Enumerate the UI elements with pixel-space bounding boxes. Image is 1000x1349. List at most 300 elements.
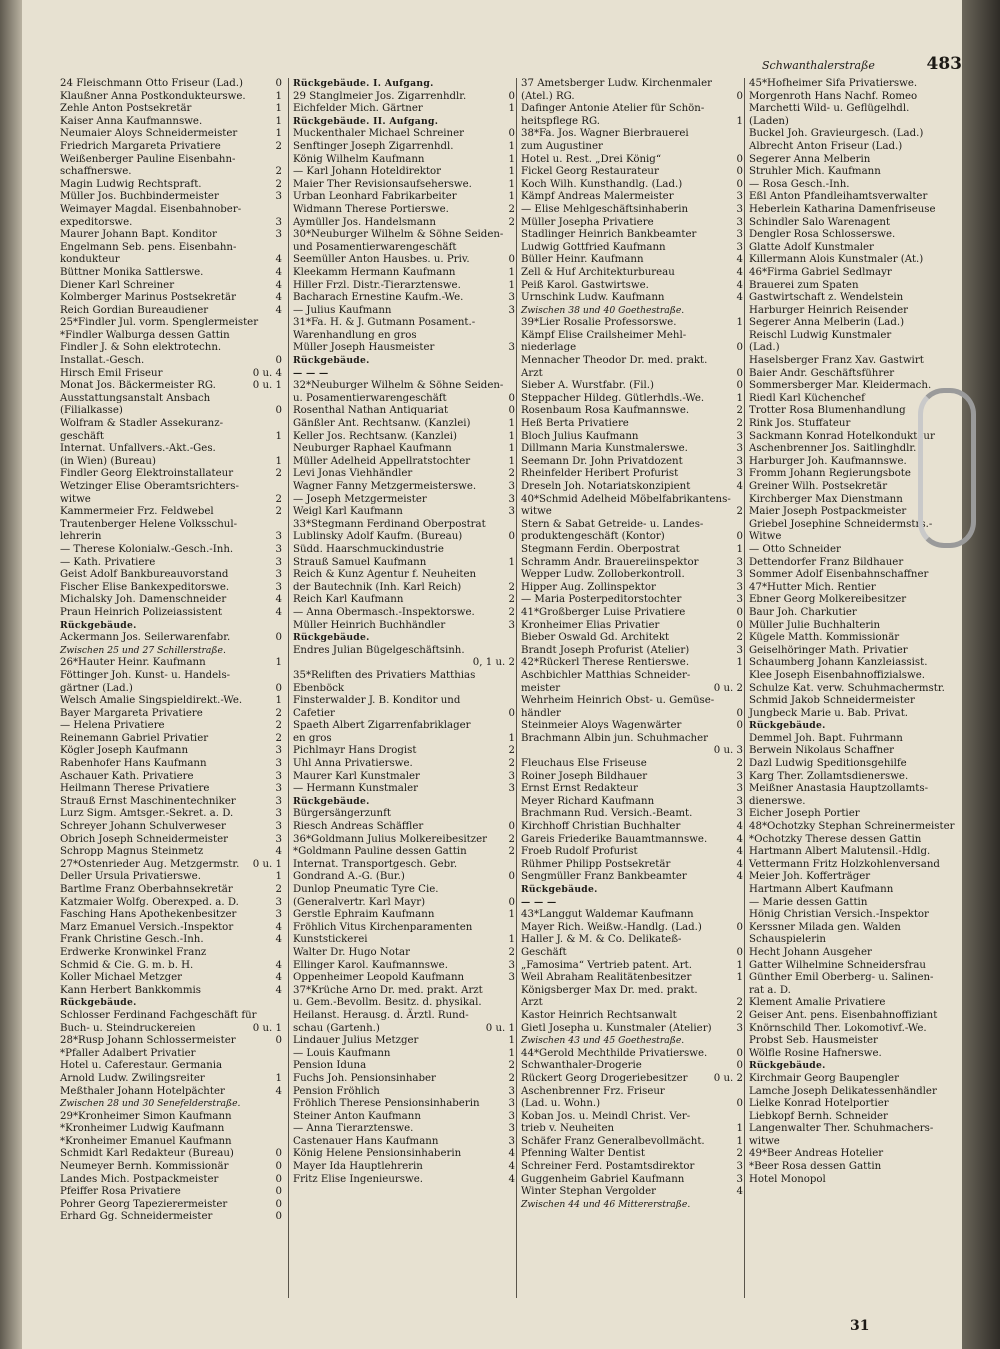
floor-number: 2 — [508, 758, 515, 770]
section-heading — [293, 78, 515, 91]
directory-entry — [749, 204, 971, 217]
floor-number: 3 — [508, 959, 515, 971]
floor-number: 0 u. 2 — [713, 682, 743, 694]
entry-text: heitspflege RG. — [521, 115, 600, 127]
floor-number: 1 — [508, 1035, 515, 1047]
entry-text: Gänßler Ant. Rechtsanw. (Kanzlei) — [293, 418, 471, 430]
entry-text: Heilanst. Herausg. d. Ärztl. Rund- — [293, 1009, 469, 1021]
entry-text: Kämpf Andreas Malermeister — [521, 191, 674, 203]
directory-entry — [60, 796, 282, 809]
entry-text: 28*Rusp Johann Schlossermeister — [60, 1035, 236, 1047]
entry-text: Aschauer Kath. Privatiere — [60, 770, 194, 782]
entry-text: witwe — [521, 506, 552, 518]
entry-text: kondukteur — [60, 254, 120, 266]
entry-text: Ebner Georg Molkereibesitzer — [749, 594, 907, 606]
floor-number: 3 — [736, 808, 743, 820]
entry-text: — — — — [293, 367, 329, 379]
floor-number: 0 — [508, 128, 515, 140]
floor-number: 4 — [275, 594, 282, 606]
directory-entry — [749, 166, 971, 179]
floor-number: 0 — [275, 1161, 282, 1173]
entry-text: 24 Fleischmann Otto Friseur (Lad.) — [60, 78, 243, 89]
directory-entry — [293, 771, 515, 784]
directory-entry — [521, 657, 743, 670]
directory-entry — [749, 582, 971, 595]
floor-number: 1 — [508, 443, 515, 455]
entry-text: Fromm Johann Regierungsbote — [749, 468, 911, 480]
entry-text: Müller Josepha Privatiere — [521, 216, 654, 228]
directory-entry — [521, 683, 743, 696]
entry-text: Bacharach Ernestine Kaufm.-We. — [293, 292, 464, 304]
directory-entry — [521, 418, 743, 431]
entry-text: Rückert Georg Drogeriebesitzer — [521, 1072, 688, 1084]
entry-text: 29*Kronheimer Simon Kaufmann — [60, 1110, 232, 1122]
directory-entry — [749, 1035, 971, 1048]
entry-text: expeditorswe. — [60, 216, 133, 228]
floor-number: 4 — [275, 1085, 282, 1097]
entry-text: Meßthaler Johann Hotelpächter — [60, 1085, 225, 1097]
floor-number: 1 — [508, 556, 515, 568]
entry-text: Stern & Sabat Getreide- u. Landes- — [521, 518, 704, 530]
floor-number: 4 — [275, 934, 282, 946]
directory-entry — [293, 683, 515, 696]
entry-text: Internat. Unfallvers.-Akt.-Ges. — [60, 443, 216, 455]
directory-entry — [293, 909, 515, 922]
entry-text: meister — [521, 682, 561, 694]
entry-text: Arzt — [521, 367, 543, 379]
entry-text: 49*Beer Andreas Hotelier — [749, 1148, 884, 1160]
floor-number: 3 — [736, 229, 743, 241]
directory-entry — [521, 166, 743, 179]
directory-entry — [293, 808, 515, 821]
entry-text: u. Gem.-Bevollm. Besitz. d. physikal. — [293, 997, 482, 1009]
directory-entry — [521, 468, 743, 481]
entry-text: 25*Findler Jul. vorm. Spenglermeister — [60, 317, 259, 329]
directory-entry — [60, 179, 282, 192]
floor-number: 2 — [275, 720, 282, 732]
entry-text: Wölfle Rosine Hafnerswe. — [749, 1047, 882, 1059]
entry-text: Müller Joseph Hausmeister — [293, 342, 435, 354]
directory-entry — [521, 947, 743, 960]
entry-text: Rückgebäude. — [293, 632, 370, 644]
entry-text: Ellinger Karol. Kaufmannswe. — [293, 959, 448, 971]
floor-number: 0 — [736, 1060, 743, 1072]
entry-text: Rink Jos. Stuffateur — [749, 418, 851, 430]
entry-text: Hotel u. Caferestaur. Germania — [60, 1060, 223, 1072]
entry-text: — Joseph Metzgermeister — [293, 493, 427, 505]
entry-text: Endres Julian Bügelgeschäftsinh. — [293, 644, 465, 656]
entry-text: Oppenheimer Leopold Kaufmann — [293, 972, 465, 984]
floor-number: 1 — [508, 934, 515, 946]
floor-number: 3 — [508, 481, 515, 492]
directory-entry — [521, 796, 743, 809]
entry-text: Baur Joh. Charkutier — [749, 606, 857, 618]
directory-entry — [749, 796, 971, 809]
directory-entry — [293, 972, 515, 985]
entry-text: — Anna Tierarztenswe. — [293, 1123, 414, 1135]
entry-text: Albrecht Anton Friseur (Lad.) — [749, 140, 903, 152]
floor-number: 3 — [736, 795, 743, 807]
floor-number: 3 — [275, 229, 282, 241]
directory-entry — [293, 141, 515, 154]
directory-entry — [749, 1048, 971, 1061]
entry-text: „Famosima“ Vertrieb patent. Art. — [521, 959, 692, 971]
floor-number: 4 — [275, 972, 282, 984]
entry-text: 29 Stanglmeier Jos. Zigarrenhdlr. — [293, 90, 467, 102]
entry-text: Erdwerke Kronwinkel Franz — [60, 946, 207, 958]
directory-entry — [293, 544, 515, 557]
entry-text: Gareis Friederike Bauamtmannswe. — [521, 833, 708, 845]
directory-entry — [521, 569, 743, 582]
entry-text: — Anna Obermasch.-Inspektorswe. — [293, 606, 475, 618]
floor-number: 0 — [275, 405, 282, 417]
directory-entry — [293, 468, 515, 481]
directory-entry — [749, 997, 971, 1010]
directory-entry — [521, 217, 743, 230]
directory-entry — [293, 204, 515, 217]
directory-entry — [521, 342, 743, 355]
directory-entry — [293, 1010, 515, 1023]
floor-number: 1 — [736, 1135, 743, 1147]
directory-entry — [749, 569, 971, 582]
floor-number: 2 — [508, 946, 515, 958]
directory-entry — [60, 884, 282, 897]
entry-text: 33*Stegmann Ferdinand Oberpostrat — [293, 518, 486, 530]
floor-number: 4 — [736, 266, 743, 278]
directory-entry — [293, 934, 515, 947]
entry-text: Rückgebäude. — [293, 355, 370, 367]
directory-entry — [293, 695, 515, 708]
floor-number: 0 — [736, 619, 743, 631]
entry-text: Pichlmayr Hans Drogist — [293, 745, 417, 757]
directory-entry — [293, 179, 515, 192]
entry-text: Schwanthaler-Drogerie — [521, 1060, 642, 1072]
floor-number: 4 — [736, 292, 743, 304]
directory-entry — [521, 607, 743, 620]
directory-entry — [749, 1148, 971, 1161]
directory-entry — [521, 1111, 743, 1124]
entry-text: Buch- u. Steindruckereien — [60, 1022, 196, 1034]
directory-entry — [521, 1186, 743, 1199]
directory-entry — [749, 808, 971, 821]
floor-number: 1 — [275, 657, 282, 669]
floor-number: 3 — [736, 203, 743, 215]
floor-number: 3 — [508, 770, 515, 782]
entry-text: Kämpf Elise Crailsheimer Mehl- — [521, 329, 687, 341]
directory-entry — [749, 821, 971, 834]
entry-text: 48*Ochotzky Stephan Schreinermeister — [749, 821, 955, 833]
directory-entry — [293, 1174, 515, 1187]
entry-text: Steinmeier Aloys Wagenwärter — [521, 720, 682, 732]
directory-entry — [521, 934, 743, 947]
entry-text: Morgenroth Hans Nachf. Romeo — [749, 90, 918, 102]
entry-text: Koch Wilh. Kunsthandlg. (Lad.) — [521, 178, 683, 190]
floor-number: 2 — [508, 833, 515, 845]
entry-text: Hotel Monopol — [749, 1173, 826, 1185]
entry-text: Ackermann Jos. Seilerwarenfabr. — [60, 632, 231, 644]
directory-entry — [521, 506, 743, 519]
directory-entry — [60, 1161, 282, 1174]
directory-entry — [521, 128, 743, 141]
directory-entry — [749, 317, 971, 330]
directory-entry — [293, 1098, 515, 1111]
floor-number: 3 — [508, 972, 515, 984]
directory-entry — [521, 972, 743, 985]
directory-entry — [749, 620, 971, 633]
directory-entry — [521, 1060, 743, 1073]
directory-entry — [521, 1148, 743, 1161]
directory-entry — [60, 897, 282, 910]
entry-text: niederlage — [521, 342, 577, 354]
entry-text: Reischl Ludwig Kunstmaler — [749, 329, 892, 341]
entry-text: Haselsberger Franz Xav. Gastwirt — [749, 355, 924, 367]
directory-entry — [60, 569, 282, 582]
directory-entry — [521, 859, 743, 872]
directory-entry — [293, 745, 515, 758]
directory-entry — [293, 884, 515, 897]
directory-entry — [749, 783, 971, 796]
directory-entry — [521, 582, 743, 595]
directory-entry — [60, 695, 282, 708]
floor-number: 3 — [736, 594, 743, 606]
directory-entry — [521, 985, 743, 998]
directory-entry — [749, 922, 971, 935]
floor-number: 2 — [275, 493, 282, 505]
directory-entry — [749, 254, 971, 267]
directory-entry — [60, 846, 282, 859]
floor-number: 4 — [275, 279, 282, 291]
directory-entry — [749, 1136, 971, 1149]
directory-entry — [749, 909, 971, 922]
entry-text: Kerssner Milada gen. Walden — [749, 921, 901, 933]
entry-text: Schauspielerin — [749, 934, 826, 946]
floor-number: 0 — [736, 720, 743, 732]
floor-number: 3 — [736, 556, 743, 568]
entry-text: (Filialkasse) — [60, 405, 123, 417]
floor-number: 4 — [736, 821, 743, 833]
directory-entry — [293, 506, 515, 519]
directory-entry — [749, 897, 971, 910]
directory-entry — [521, 204, 743, 217]
floor-number: 1 — [508, 166, 515, 178]
floor-number: 3 — [736, 1022, 743, 1034]
entry-text: Segerer Anna Melberin (Lad.) — [749, 317, 905, 329]
entry-text: Schmid Jakob Schneidermeister — [749, 695, 915, 707]
directory-entry — [60, 859, 282, 872]
directory-entry — [60, 733, 282, 746]
entry-text: — — — — [521, 896, 557, 908]
directory-entry — [293, 330, 515, 343]
directory-entry — [521, 78, 743, 91]
entry-text: Urban Leonhard Fabrikarbeiter — [293, 191, 457, 203]
entry-text: Rückgebäude. — [60, 619, 137, 631]
directory-entry — [293, 922, 515, 935]
floor-number: 4 — [508, 1148, 515, 1160]
floor-number: 1 — [275, 1072, 282, 1084]
entry-text: Pension Fröhlich — [293, 1085, 380, 1097]
directory-entry — [60, 594, 282, 607]
floor-number: 4 — [275, 292, 282, 304]
directory-entry — [749, 1023, 971, 1036]
entry-text: 31*Fa. H. & J. Gutmann Posament.- — [293, 317, 476, 329]
floor-number: 3 — [508, 1110, 515, 1122]
floor-number: 0 — [275, 355, 282, 367]
directory-entry — [749, 292, 971, 305]
entry-text: Bartlme Franz Oberbahnsekretär — [60, 884, 233, 895]
directory-entry — [60, 103, 282, 116]
directory-entry — [60, 834, 282, 847]
directory-entry — [521, 834, 743, 847]
directory-entry — [521, 229, 743, 242]
directory-entry — [293, 405, 515, 418]
floor-number: 1 — [736, 657, 743, 669]
entry-text: Zwischen 28 und 30 Senefelderstraße. — [60, 1098, 241, 1110]
entry-text: (Laden) — [749, 115, 789, 127]
directory-entry — [293, 494, 515, 507]
floor-number: 3 — [736, 191, 743, 203]
directory-entry — [60, 1073, 282, 1086]
entry-text: Brandt Joseph Profurist (Atelier) — [521, 644, 690, 656]
entry-text: 47*Hutter Mich. Rentier — [749, 581, 876, 593]
directory-entry — [521, 519, 743, 532]
directory-entry — [749, 1073, 971, 1086]
floor-number: 4 — [736, 846, 743, 858]
directory-entry — [521, 871, 743, 884]
directory-entry — [749, 1174, 971, 1187]
directory-entry — [60, 557, 282, 570]
directory-entry — [293, 620, 515, 633]
entry-text: Spaeth Albert Zigarrenfabriklager — [293, 720, 471, 732]
entry-text: Harburger Heinrich Reisender — [749, 304, 909, 316]
floor-number: 3 — [508, 292, 515, 304]
floor-number: 2 — [508, 1060, 515, 1072]
directory-entry — [293, 456, 515, 469]
directory-entry — [293, 960, 515, 973]
floor-number: 0 — [275, 1173, 282, 1185]
floor-number: 0 u. 2 — [713, 1072, 743, 1084]
entry-text: Roiner Joseph Bildhauer — [521, 770, 648, 782]
floor-number: 2 — [275, 166, 282, 178]
directory-entry — [293, 871, 515, 884]
entry-text: geschäft — [60, 430, 104, 442]
floor-number: 1 — [508, 455, 515, 467]
floor-number: 3 — [275, 216, 282, 228]
directory-entry — [293, 481, 515, 494]
entry-text: Trotter Rosa Blumenhandlung — [749, 405, 906, 417]
directory-entry — [60, 607, 282, 620]
entry-text: Harburger Joh. Kaufmannswe. — [749, 455, 907, 467]
section-heading — [293, 116, 515, 129]
directory-entry — [749, 78, 971, 91]
directory-entry — [293, 1161, 515, 1174]
entry-text: Struhler Mich. Kaufmann — [749, 166, 881, 178]
entry-text: Bieber Oswald Gd. Architekt — [521, 632, 670, 644]
entry-text: 40*Schmid Adelheid Möbelfabrikantens- — [521, 493, 731, 505]
entry-text: Dengler Rosa Schlosserswe. — [749, 229, 896, 241]
floor-number: 0 — [275, 78, 282, 89]
floor-number: 2 — [508, 606, 515, 618]
cross-street-note — [521, 1035, 743, 1048]
entry-text: Greiner Wilh. Postsekretär — [749, 481, 888, 492]
directory-entry — [60, 1048, 282, 1061]
directory-entry — [60, 745, 282, 758]
entry-text: Schreiner Ferd. Postamtsdirektor — [521, 1161, 695, 1173]
entry-text: Hartmann Albert Malutensil.-Hdlg. — [749, 846, 931, 858]
entry-text: Geiselhöringer Math. Privatier — [749, 644, 908, 656]
directory-entry — [749, 280, 971, 293]
entry-text: Wagner Fanny Metzgermeisterswe. — [293, 481, 477, 492]
directory-entry — [293, 292, 515, 305]
entry-text: Kirchhoff Christian Buchhalter — [521, 821, 681, 833]
entry-text: Kronheimer Elias Privatier — [521, 619, 660, 631]
floor-number: 2 — [275, 178, 282, 190]
entry-text: — Kath. Privatiere — [60, 556, 156, 568]
floor-number: 3 — [508, 1085, 515, 1097]
entry-text: Mayer Rich. Weißw.-Handlg. (Lad.) — [521, 921, 702, 933]
directory-entry — [521, 1161, 743, 1174]
entry-text: Dreseln Joh. Notariatskonzipient — [521, 481, 691, 492]
directory-entry — [521, 91, 743, 104]
section-heading — [521, 897, 743, 910]
entry-text: Günther Emil Oberberg- u. Salinen- — [749, 972, 934, 984]
floor-number: 4 — [275, 846, 282, 858]
directory-entry — [749, 771, 971, 784]
entry-text: (in Wien) (Bureau) — [60, 455, 156, 467]
directory-entry — [749, 859, 971, 872]
directory-entry — [293, 166, 515, 179]
entry-text: Schmid & Cie. G. m. b. H. — [60, 959, 194, 971]
directory-entry — [521, 1086, 743, 1099]
entry-text: und Posamentierwarengeschäft — [293, 241, 457, 253]
floor-number: 0 — [508, 896, 515, 908]
directory-entry — [293, 103, 515, 116]
floor-number: 4 — [736, 833, 743, 845]
directory-entry — [521, 594, 743, 607]
directory-entry — [293, 267, 515, 280]
entry-text: Hotel u. Rest. „Drei König“ — [521, 153, 662, 165]
floor-number: 1 — [275, 871, 282, 883]
entry-text: witwe — [60, 493, 91, 505]
entry-text: Engelmann Seb. pens. Eisenbahn- — [60, 241, 237, 253]
directory-entry — [60, 670, 282, 683]
floor-number: 3 — [736, 644, 743, 656]
directory-entry — [521, 1136, 743, 1149]
directory-entry — [60, 758, 282, 771]
directory-entry — [749, 607, 971, 620]
directory-entry — [293, 985, 515, 998]
directory-entry — [521, 758, 743, 771]
floor-number: 2 — [736, 405, 743, 417]
directory-entry — [60, 821, 282, 834]
directory-entry — [293, 305, 515, 318]
directory-entry — [293, 834, 515, 847]
entry-text: — Marie dessen Gattin — [749, 896, 868, 908]
directory-entry — [749, 985, 971, 998]
directory-entry — [60, 1186, 282, 1199]
entry-text: Jungbeck Marie u. Bab. Privat. — [749, 707, 909, 719]
entry-text: Peiß Karol. Gastwirtswe. — [521, 279, 649, 291]
directory-entry — [293, 242, 515, 255]
floor-number: 2 — [275, 140, 282, 152]
directory-entry — [749, 683, 971, 696]
entry-text: der Bautechnik (Inh. Karl Reich) — [293, 581, 462, 593]
directory-entry — [749, 267, 971, 280]
directory-entry — [60, 531, 282, 544]
entry-text: Reich Gordian Bureaudiener — [60, 304, 209, 316]
entry-text: Rückgebäude. — [293, 795, 370, 807]
directory-entry — [749, 191, 971, 204]
entry-text: Marchetti Wild- u. Geflügelhdl. — [749, 103, 910, 115]
